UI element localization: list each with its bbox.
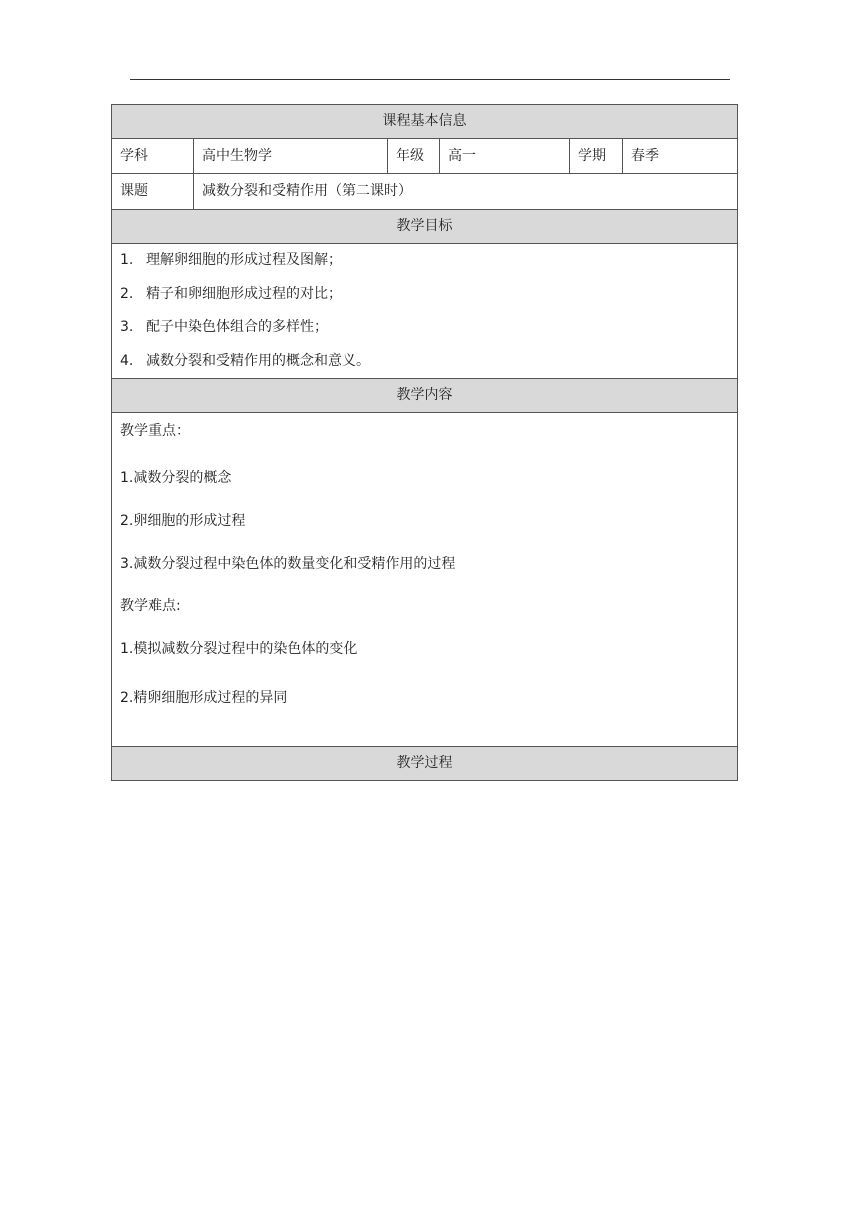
subject-value: 高中生物学 [194, 139, 388, 174]
grade-label: 年级 [388, 139, 440, 174]
section-header-content: 教学内容 [112, 379, 738, 413]
term-label: 学期 [570, 139, 623, 174]
key-points-title: 教学重点： [120, 423, 190, 439]
objective-item [120, 278, 729, 312]
objective-number: 2. [120, 285, 134, 302]
objective-text: 理解卵细胞的形成过程及图解； [146, 252, 342, 268]
objective-number: 4. [120, 352, 134, 369]
section-header-basic-info: 课程基本信息 [112, 105, 738, 139]
key-point-item: 3.减数分裂过程中染色体的数量变化和受精作用的过程 [120, 556, 456, 572]
term-value: 春季 [623, 139, 738, 174]
header-rule [130, 79, 730, 80]
objective-number: 1. [120, 252, 134, 268]
content-block [112, 413, 738, 747]
objective-text: 精子和卵细胞形成过程的对比； [146, 285, 342, 302]
objectives-block [112, 244, 738, 379]
key-point-item: 1.减数分裂的概念 [120, 470, 232, 486]
objective-item [120, 311, 729, 345]
subject-label: 学科 [112, 139, 194, 174]
key-point-item: 2.卵细胞的形成过程 [120, 513, 246, 529]
section-header-objectives: 教学目标 [112, 210, 738, 244]
topic-label: 课题 [112, 174, 194, 210]
difficulty-item: 2.精卵细胞形成过程的异同 [120, 690, 288, 706]
section-header-process: 教学过程 [112, 747, 738, 781]
grade-value: 高一 [440, 139, 570, 174]
objective-item [120, 244, 729, 278]
lesson-info-table [111, 104, 738, 781]
objective-text: 减数分裂和受精作用的概念和意义。 [146, 352, 370, 369]
topic-value: 减数分裂和受精作用（第二课时） [194, 174, 738, 210]
objective-text: 配子中染色体组合的多样性； [146, 319, 328, 335]
difficulties-title: 教学难点: [120, 598, 181, 614]
objective-item [120, 345, 729, 379]
difficulty-item: 1.模拟减数分裂过程中的染色体的变化 [120, 641, 358, 657]
objective-number: 3. [120, 319, 134, 335]
